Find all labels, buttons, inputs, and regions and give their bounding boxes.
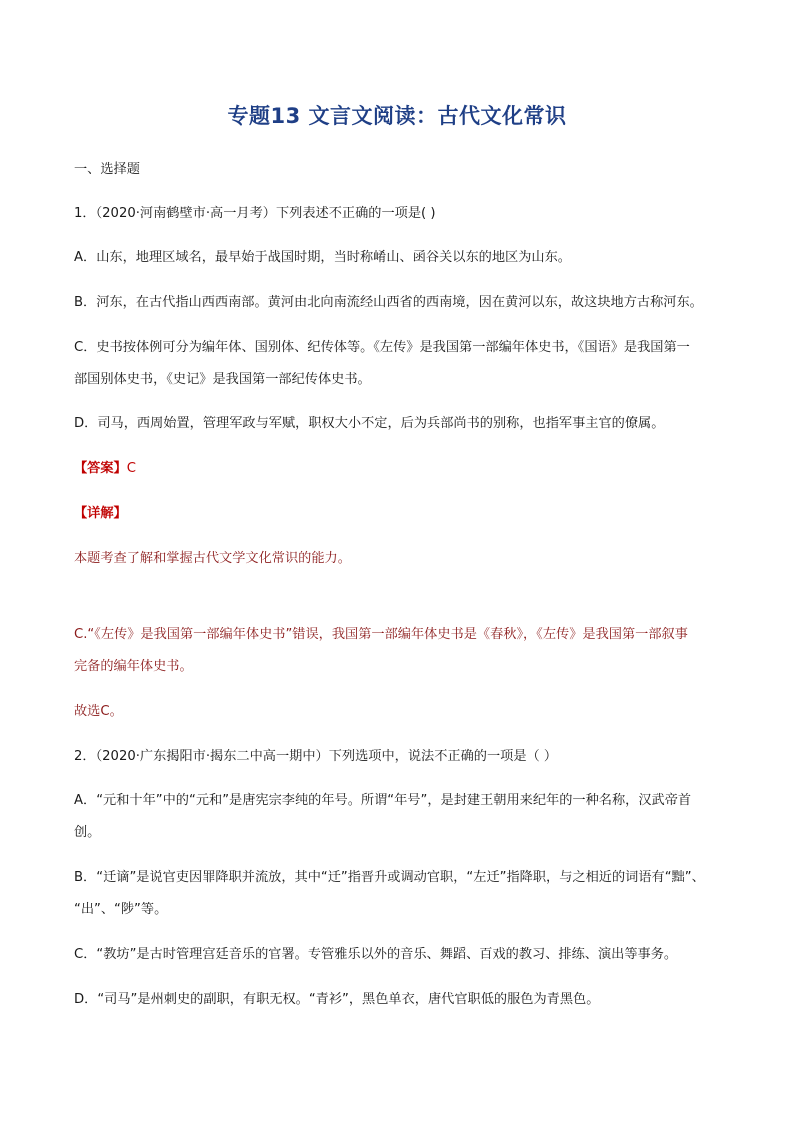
question-1-option-a: A．山东，地理区域名，最早始于战国时期，当时称崤山、函谷关以东的地区为山东。 bbox=[74, 250, 571, 265]
answer-value: C bbox=[126, 461, 136, 476]
detail-label: 【详解】 bbox=[74, 506, 127, 521]
question-2-option-c: C．“教坊”是古时管理宫廷音乐的官署。专管雅乐以外的音乐、舞蹈、百戏的教习、排练、演出等事务。 bbox=[74, 947, 678, 962]
question-2-option-a-line2: 创。 bbox=[74, 825, 101, 840]
page-title: 专题13 文言文阅读：古代文化常识 bbox=[227, 104, 567, 128]
answer-label: 【答案】 bbox=[74, 461, 127, 476]
explanation-2-line1: C.“《左传》是我国第一部编年体史书”错误，我国第一部编年体史书是《春秋》，《左传》是我国第一部叙事 bbox=[74, 627, 688, 642]
explanation-2-line2: 完备的编年体史书。 bbox=[74, 659, 193, 674]
question-2-option-b-line2: “出”、“陟”等。 bbox=[74, 902, 168, 917]
answer-row bbox=[74, 459, 724, 479]
question-2-option-a-line1: A．“元和十年”中的“元和”是唐宪宗李纯的年号。所谓“年号”，是封建王朝用来纪年的一种名称，汉武帝首 bbox=[74, 793, 692, 808]
question-1-stem: 1．（2020·河南鹤壁市·高一月考）下列表述不正确的一项是( ) bbox=[74, 206, 436, 221]
question-1-option-b: B．河东，在古代指山西西南部。黄河由北向南流经山西省的西南境，因在黄河以东，故这块地方古称河东。 bbox=[74, 295, 703, 310]
question-1-option-c-line1: C．史书按体例可分为编年体、国别体、纪传体等。《左传》是我国第一部编年体史书，《国语》是我国第一 bbox=[74, 340, 690, 355]
question-1-option-d: D．司马，西周始置，管理军政与军赋，职权大小不定，后为兵部尚书的别称，也指军事主官的僚属。 bbox=[74, 416, 665, 431]
explanation-1: 本题考查了解和掌握古代文学文化常识的能力。 bbox=[74, 551, 351, 566]
question-2-stem: 2．（2020·广东揭阳市·揭东二中高一期中）下列选项中，说法不正确的一项是（ ） bbox=[74, 749, 558, 764]
section-heading: 一、选择题 bbox=[74, 162, 140, 177]
question-1-option-c-line2: 部国别体史书，《史记》是我国第一部纪传体史书。 bbox=[74, 372, 371, 387]
question-2-option-b-line1: B．“迁谪”是说官吏因罪降职并流放，其中“迁”指晋升或调动官职，“左迁”指降职，与之相近的词语有“黜”、 bbox=[74, 870, 705, 885]
question-2-option-d: D．“司马”是州刺史的副职，有职无权。“青衫”，黑色单衣，唐代官职低的服色为青黑色。 bbox=[74, 992, 600, 1007]
conclusion: 故选C。 bbox=[74, 704, 123, 719]
